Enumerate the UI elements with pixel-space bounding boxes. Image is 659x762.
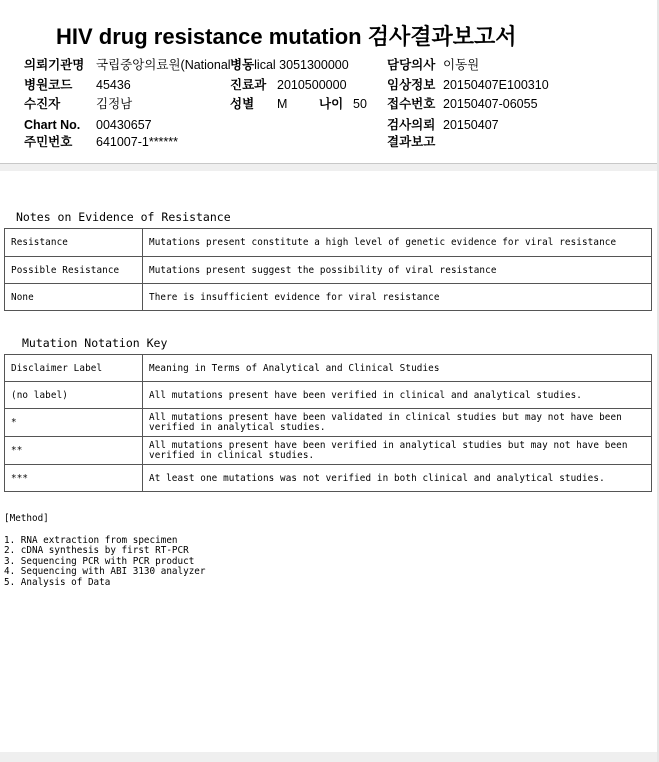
- age: [319, 96, 343, 112]
- field-label: 나이: [319, 97, 344, 111]
- notation-key: *: [5, 409, 143, 437]
- test-request-date: [387, 117, 435, 133]
- hospital-code-value-box: [96, 77, 131, 93]
- resident-number: [24, 134, 72, 150]
- field-value: 20150407-06055: [443, 97, 538, 111]
- notation-desc: All mutations present have been verified in analytical studies but may not have been verified in clinical studies.: [143, 437, 652, 465]
- evidence-table: [4, 228, 652, 311]
- field-label: Chart No.: [24, 118, 81, 132]
- table-row: [5, 382, 652, 409]
- field-value: lical 3051300000: [254, 58, 349, 72]
- table-row: [5, 465, 652, 492]
- notation-desc: At least one mutations was not verified in both clinical and analytical studies.: [143, 465, 652, 492]
- accession-number: [387, 96, 435, 112]
- notation-key: **: [5, 437, 143, 465]
- notation-header-desc: Meaning in Terms of Analytical and Clinical Studies: [143, 355, 652, 382]
- field-value: 50: [353, 97, 367, 111]
- evidence-key: Resistance: [5, 229, 143, 257]
- method-step: 3. Sequencing PCR with PCR product: [4, 555, 195, 567]
- attending-physician: [387, 57, 435, 73]
- evidence-desc: Mutations present constitute a high level of genetic evidence for viral resistance: [143, 229, 652, 257]
- method-step: 1. RNA extraction from specimen: [4, 534, 178, 546]
- table-row: [5, 409, 652, 437]
- sex: [230, 96, 254, 112]
- page-footer-band: [0, 752, 659, 762]
- test-request-value-box: [443, 117, 499, 133]
- method-title: [Method]: [4, 513, 49, 524]
- clinical-info-value-box: [443, 77, 549, 93]
- ward: [230, 57, 349, 73]
- resident-number-value-box: [96, 134, 178, 150]
- field-label: 진료과: [230, 78, 267, 92]
- field-value: 이동원: [443, 58, 480, 72]
- result-report: [387, 134, 435, 150]
- field-value: 00430657: [96, 118, 152, 132]
- chart-number: [24, 117, 80, 133]
- department-value-box: [277, 77, 347, 93]
- table-row: [5, 284, 652, 311]
- notation-desc: All mutations present have been validated in clinical studies but may not have been verified in analytical studies.: [143, 409, 652, 437]
- hospital-code: [24, 77, 72, 93]
- method-step: 2. cDNA synthesis by first RT-PCR: [4, 545, 189, 556]
- field-value: 20150407E100310: [443, 78, 549, 92]
- field-label: 병원코드: [24, 78, 73, 92]
- notation-desc: All mutations present have been verified in clinical and analytical studies.: [143, 382, 652, 409]
- table-header-row: [5, 355, 652, 382]
- method-step: 4. Sequencing with ABI 3130 analyzer: [4, 566, 206, 577]
- table-row: [5, 257, 652, 284]
- field-value: 45436: [96, 78, 131, 92]
- requesting-institution-value-box: [96, 57, 231, 73]
- report-title: HIV drug resistance mutation 검사결과보고서: [56, 24, 517, 49]
- method-section: [4, 514, 206, 588]
- evidence-key: Possible Resistance: [5, 257, 143, 284]
- field-value: 국립중앙의료원(National: [96, 58, 231, 72]
- notation-section-title: Mutation Notation Key: [22, 336, 168, 350]
- field-value: 김정남: [96, 97, 133, 111]
- method-step: 5. Analysis of Data: [4, 576, 111, 588]
- department: [230, 77, 266, 93]
- table-row: [5, 229, 652, 257]
- clinical-info: [387, 77, 435, 93]
- field-label: 담당의사: [387, 58, 436, 72]
- evidence-desc: There is insufficient evidence for viral resistance: [143, 284, 652, 311]
- accession-value-box: [443, 96, 538, 112]
- field-label: 검사의뢰: [387, 118, 436, 132]
- patient-value-box: [96, 96, 132, 112]
- field-value: 20150407: [443, 118, 499, 132]
- field-value: 641007-1******: [96, 135, 179, 149]
- evidence-key: None: [5, 284, 143, 311]
- notation-table: [4, 354, 652, 492]
- field-value: M: [277, 97, 288, 111]
- field-label: 임상정보: [387, 78, 436, 92]
- chart-number-value-box: [96, 117, 152, 133]
- evidence-section-title: Notes on Evidence of Resistance: [16, 210, 231, 224]
- field-label: 결과보고: [387, 135, 436, 149]
- field-label: 의뢰기관명: [24, 58, 85, 72]
- notation-key: (no label): [5, 382, 143, 409]
- header-divider: [0, 164, 659, 171]
- field-label: 병동: [230, 58, 255, 72]
- table-row: [5, 437, 652, 465]
- field-label: 수진자: [24, 97, 61, 111]
- evidence-desc: Mutations present suggest the possibility of viral resistance: [143, 257, 652, 284]
- field-label: 접수번호: [387, 97, 436, 111]
- age-value-box: [353, 96, 367, 112]
- field-label: 주민번호: [24, 135, 73, 149]
- sex-value-box: [277, 96, 287, 112]
- requesting-institution: [24, 57, 84, 73]
- field-label: 성별: [230, 97, 255, 111]
- attending-physician-value-box: [443, 57, 479, 73]
- notation-key: ***: [5, 465, 143, 492]
- patient: [24, 96, 60, 112]
- notation-header-key: Disclaimer Label: [5, 355, 143, 382]
- field-value: 2010500000: [277, 78, 347, 92]
